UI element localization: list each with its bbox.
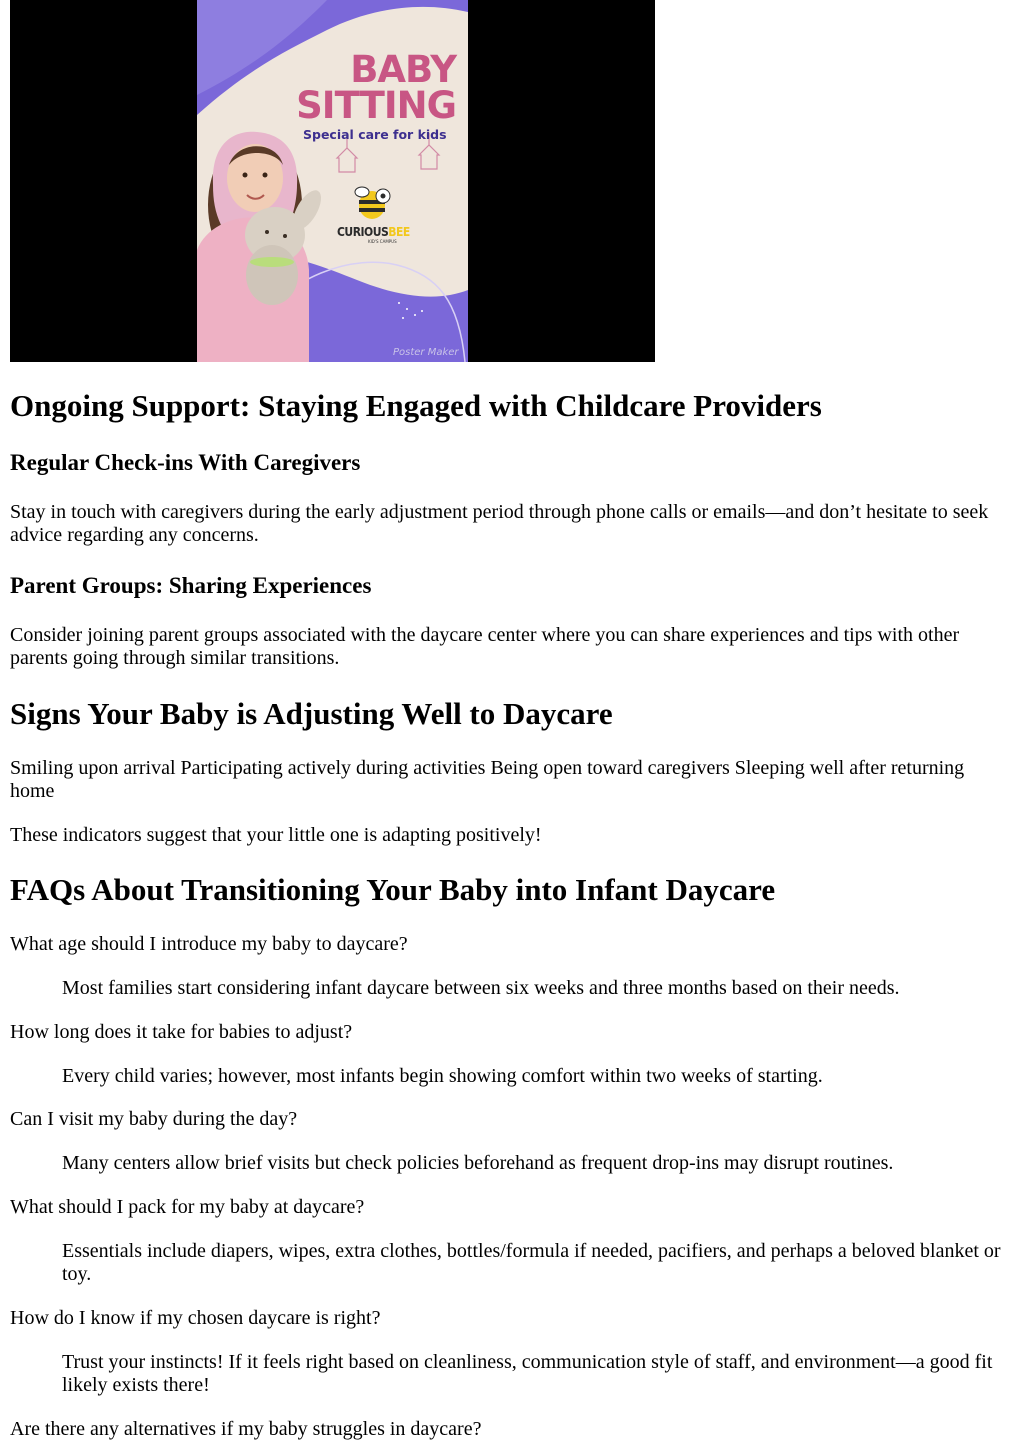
support-heading: Ongoing Support: Staying Engaged with Childcare Providers: [10, 388, 822, 423]
checkins-paragraph: Stay in touch with caregivers during the early adjustment period through phone calls or emails—and don’t hesitate to seek advice regarding any concerns.: [10, 501, 989, 546]
faq-question: What age should I introduce my baby to daycare?: [10, 933, 408, 955]
poster-brand-logo: [337, 225, 410, 239]
faq-answer: Most families start considering infant daycare between six weeks and three months based on their needs.: [62, 977, 900, 999]
poster-brand-subtitle: KID'S CAMPUS: [368, 239, 397, 244]
poster-title: [296, 48, 456, 127]
parent-groups-heading: Parent Groups: Sharing Experiences: [10, 573, 372, 598]
signs-conclusion: These indicators suggest that your little one is adapting positively!: [10, 824, 542, 846]
poster-title-line2: SITTING: [296, 84, 456, 127]
faq-answer: Trust your instincts! If it feels right based on cleanliness, communication style of staff, and environment—a good fit likely exists there!: [62, 1351, 993, 1396]
signs-heading: Signs Your Baby is Adjusting Well to Daycare: [10, 696, 613, 731]
faq-heading: FAQs About Transitioning Your Baby into Infant Daycare: [10, 872, 776, 907]
babysitting-poster: [197, 0, 468, 362]
parent-groups-paragraph: Consider joining parent groups associated with the daycare center where you can share experiences and tips with other parents going through similar transitions.: [10, 624, 960, 669]
poster-title-line1: BABY: [350, 48, 456, 91]
faq-answer: Every child varies; however, most infants begin showing comfort within two weeks of starting.: [62, 1065, 823, 1087]
poster-subtitle: Special care for kids: [303, 127, 447, 142]
checkins-heading: Regular Check-ins With Caregivers: [10, 450, 361, 475]
faq-question: How do I know if my chosen daycare is right?: [10, 1307, 381, 1329]
signs-list-text: Smiling upon arrival Participating actively during activities Being open toward caregivers Sleeping well after returning home: [10, 757, 965, 802]
faq-question: Are there any alternatives if my baby struggles in daycare?: [10, 1418, 482, 1440]
faq-answer: Essentials include diapers, wipes, extra clothes, bottles/formula if needed, pacifiers, and perhaps a beloved blanket or toy.: [62, 1240, 1001, 1285]
faq-question: How long does it take for babies to adjust?: [10, 1021, 353, 1043]
brand-word-curious: CURIOUS: [337, 225, 389, 239]
faq-answer: Many centers allow brief visits but check policies beforehand as frequent drop-ins may disrupt routines.: [62, 1152, 894, 1174]
faq-question: What should I pack for my baby at daycare?: [10, 1196, 365, 1218]
brand-word-bee: BEE: [388, 225, 410, 239]
hero-image: [10, 0, 655, 362]
poster-watermark: Poster Maker: [393, 347, 459, 358]
faq-question: Can I visit my baby during the day?: [10, 1108, 298, 1130]
